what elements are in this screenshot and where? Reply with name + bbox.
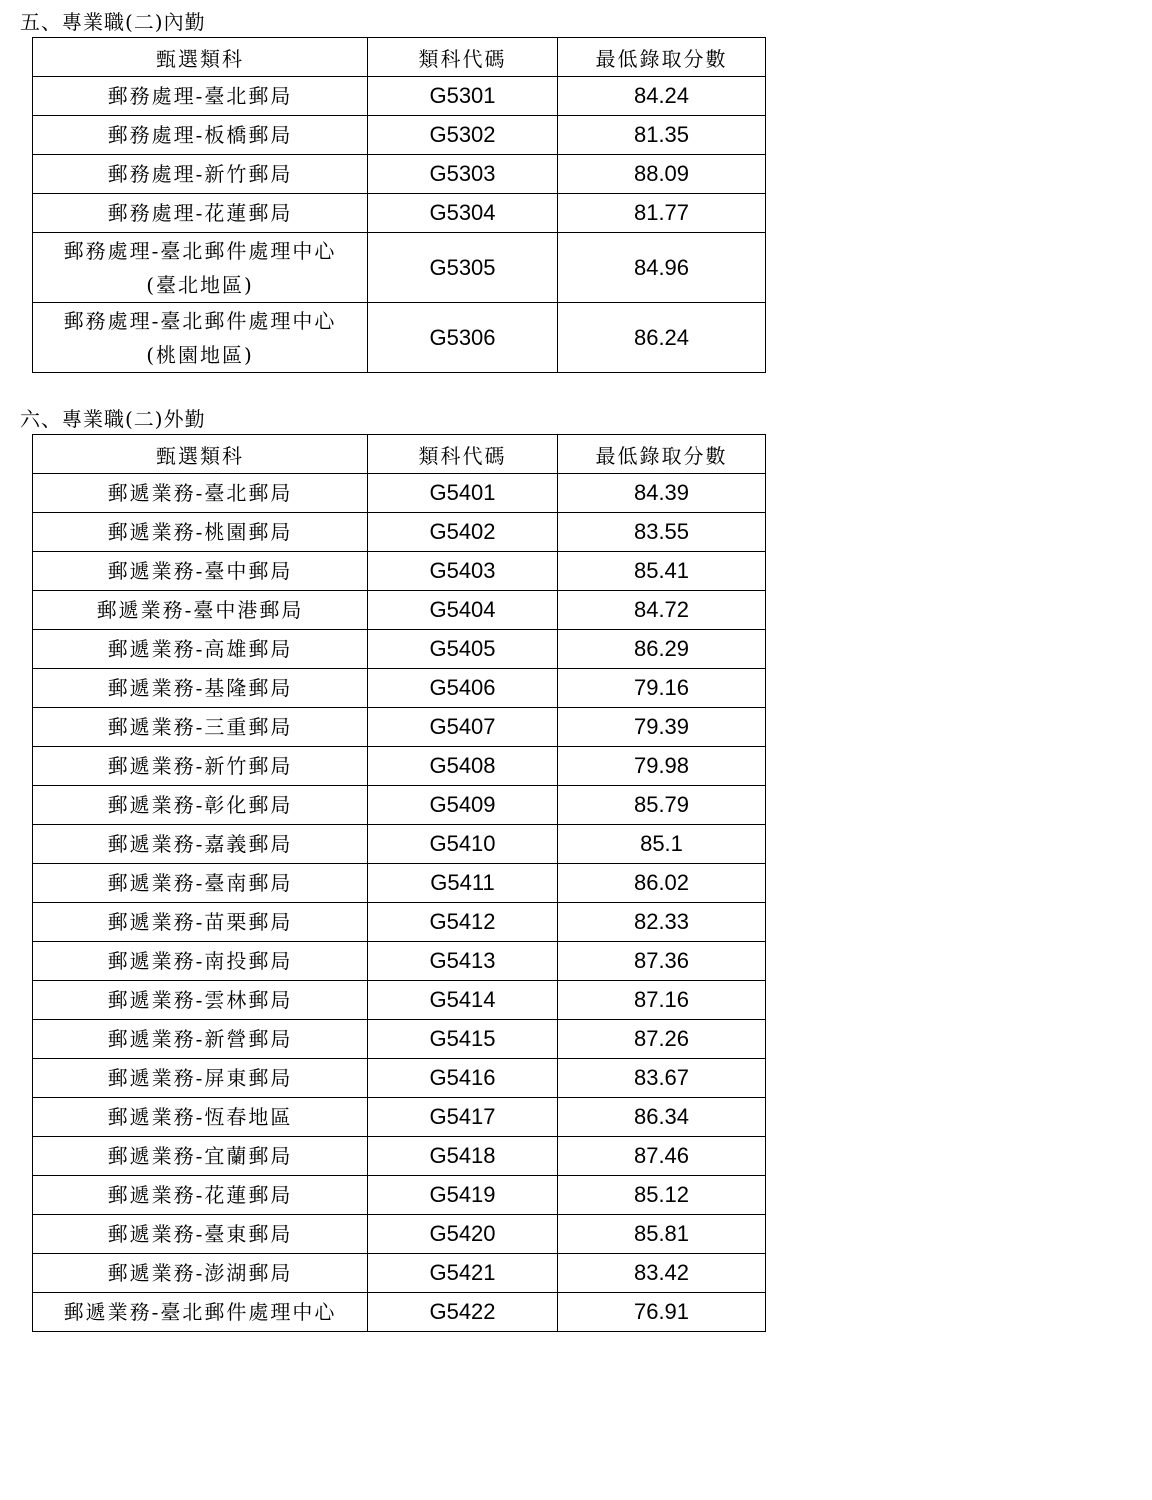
min-score: 82.33 — [558, 903, 766, 942]
category-cell — [33, 747, 368, 786]
min-score: 84.96 — [558, 233, 766, 303]
category-code: G5302 — [368, 116, 558, 155]
table-row — [33, 708, 766, 747]
table-row — [33, 1176, 766, 1215]
min-score: 87.16 — [558, 981, 766, 1020]
table-row — [33, 233, 766, 303]
category-name: 郵遞業務-彰化郵局 — [107, 793, 293, 817]
category-cell — [33, 233, 368, 303]
min-score: 88.09 — [558, 155, 766, 194]
category-cell — [33, 903, 368, 942]
score-table-inside — [32, 37, 766, 373]
min-score: 86.24 — [558, 303, 766, 373]
category-name: 郵遞業務-高雄郵局 — [107, 637, 293, 661]
min-score: 81.35 — [558, 116, 766, 155]
category-name: 郵務處理-臺北郵局 — [107, 84, 293, 108]
min-score: 87.26 — [558, 1020, 766, 1059]
category-cell — [33, 194, 368, 233]
category-code: G5301 — [368, 77, 558, 116]
category-cell — [33, 1059, 368, 1098]
category-cell — [33, 630, 368, 669]
header-category: 甄選類科 — [33, 38, 368, 77]
category-cell — [33, 116, 368, 155]
min-score: 86.02 — [558, 864, 766, 903]
category-code: G5406 — [368, 669, 558, 708]
min-score: 83.55 — [558, 513, 766, 552]
table-row — [33, 630, 766, 669]
category-name: 郵遞業務-嘉義郵局 — [107, 832, 293, 856]
min-score: 87.46 — [558, 1137, 766, 1176]
table-row — [33, 903, 766, 942]
category-code: G5402 — [368, 513, 558, 552]
category-code: G5305 — [368, 233, 558, 303]
table-body — [33, 474, 766, 1332]
category-code: G5401 — [368, 474, 558, 513]
min-score: 81.77 — [558, 194, 766, 233]
category-code: G5411 — [368, 864, 558, 903]
category-cell — [33, 77, 368, 116]
min-score: 86.34 — [558, 1098, 766, 1137]
table-row — [33, 942, 766, 981]
category-name: 郵務處理-新竹郵局 — [107, 162, 293, 186]
table-body — [33, 77, 766, 373]
table-row — [33, 747, 766, 786]
table-row — [33, 669, 766, 708]
min-score: 79.16 — [558, 669, 766, 708]
min-score: 85.1 — [558, 825, 766, 864]
category-code: G5418 — [368, 1137, 558, 1176]
header-min-score: 最低錄取分數 — [558, 435, 766, 474]
table-row — [33, 474, 766, 513]
category-cell — [33, 1293, 368, 1332]
category-name: 郵遞業務-恆春地區 — [107, 1105, 293, 1129]
score-table-outside — [32, 434, 766, 1332]
category-cell — [33, 981, 368, 1020]
min-score: 85.79 — [558, 786, 766, 825]
category-name: 郵遞業務-臺東郵局 — [107, 1222, 293, 1246]
category-code: G5413 — [368, 942, 558, 981]
header-category: 甄選類科 — [33, 435, 368, 474]
category-cell — [33, 513, 368, 552]
header-min-score: 最低錄取分數 — [558, 38, 766, 77]
category-code: G5416 — [368, 1059, 558, 1098]
table-row — [33, 155, 766, 194]
min-score: 84.24 — [558, 77, 766, 116]
category-cell — [33, 303, 368, 373]
category-code: G5403 — [368, 552, 558, 591]
category-code: G5414 — [368, 981, 558, 1020]
category-code: G5417 — [368, 1098, 558, 1137]
category-code: G5421 — [368, 1254, 558, 1293]
category-cell — [33, 825, 368, 864]
category-code: G5306 — [368, 303, 558, 373]
category-cell — [33, 942, 368, 981]
min-score: 87.36 — [558, 942, 766, 981]
category-cell — [33, 1215, 368, 1254]
table-row — [33, 303, 766, 373]
category-name: 郵務處理-臺北郵件處理中心 — [63, 308, 337, 333]
category-name: 郵遞業務-花蓮郵局 — [107, 1183, 293, 1207]
category-name: 郵遞業務-雲林郵局 — [107, 988, 293, 1012]
category-name: 郵遞業務-桃園郵局 — [107, 520, 293, 544]
min-score: 79.98 — [558, 747, 766, 786]
min-score: 84.72 — [558, 591, 766, 630]
table-row — [33, 116, 766, 155]
category-code: G5304 — [368, 194, 558, 233]
category-name: 郵遞業務-屏東郵局 — [107, 1066, 293, 1090]
section-title-outside: 六、專業職(二)外勤 — [20, 407, 206, 431]
header-row — [33, 435, 766, 474]
header-code: 類科代碼 — [368, 435, 558, 474]
min-score: 85.41 — [558, 552, 766, 591]
table-row — [33, 981, 766, 1020]
table-row — [33, 786, 766, 825]
table-row — [33, 1254, 766, 1293]
table-row — [33, 1059, 766, 1098]
category-name: 郵務處理-臺北郵件處理中心 — [63, 238, 337, 263]
category-name: 郵遞業務-新營郵局 — [107, 1027, 293, 1051]
category-cell — [33, 1020, 368, 1059]
min-score: 85.81 — [558, 1215, 766, 1254]
category-name: 郵遞業務-苗栗郵局 — [107, 910, 293, 934]
category-code: G5420 — [368, 1215, 558, 1254]
table-row — [33, 513, 766, 552]
category-name: 郵遞業務-臺北郵局 — [107, 481, 293, 505]
category-code: G5412 — [368, 903, 558, 942]
category-code: G5405 — [368, 630, 558, 669]
min-score: 85.12 — [558, 1176, 766, 1215]
category-cell — [33, 155, 368, 194]
table-row — [33, 864, 766, 903]
category-code: G5422 — [368, 1293, 558, 1332]
category-name: 郵遞業務-澎湖郵局 — [107, 1261, 293, 1285]
table-row — [33, 825, 766, 864]
table-row — [33, 1020, 766, 1059]
min-score: 84.39 — [558, 474, 766, 513]
category-cell — [33, 1137, 368, 1176]
category-name: 郵遞業務-基隆郵局 — [107, 676, 293, 700]
min-score: 86.29 — [558, 630, 766, 669]
category-name: 郵遞業務-南投郵局 — [107, 949, 293, 973]
category-code: G5419 — [368, 1176, 558, 1215]
category-name: 郵遞業務-新竹郵局 — [107, 754, 293, 778]
category-name: 郵遞業務-臺北郵件處理中心 — [63, 1300, 337, 1324]
table-row — [33, 1215, 766, 1254]
category-name: 郵遞業務-臺中港郵局 — [96, 598, 304, 622]
min-score: 83.42 — [558, 1254, 766, 1293]
table-row — [33, 1098, 766, 1137]
category-cell — [33, 708, 368, 747]
category-cell — [33, 1098, 368, 1137]
min-score: 76.91 — [558, 1293, 766, 1332]
category-cell — [33, 786, 368, 825]
table-row — [33, 1293, 766, 1332]
category-code: G5409 — [368, 786, 558, 825]
category-name: 郵遞業務-宜蘭郵局 — [107, 1144, 293, 1168]
category-area: (桃園地區) — [146, 342, 254, 367]
category-cell — [33, 864, 368, 903]
category-area: (臺北地區) — [146, 272, 254, 297]
min-score: 79.39 — [558, 708, 766, 747]
category-code: G5415 — [368, 1020, 558, 1059]
min-score: 83.67 — [558, 1059, 766, 1098]
section-title-inside: 五、專業職(二)內勤 — [20, 10, 206, 34]
category-code: G5407 — [368, 708, 558, 747]
category-code: G5303 — [368, 155, 558, 194]
category-code: G5410 — [368, 825, 558, 864]
category-code: G5404 — [368, 591, 558, 630]
category-name: 郵遞業務-臺南郵局 — [107, 871, 293, 895]
table-row — [33, 194, 766, 233]
category-cell — [33, 1254, 368, 1293]
category-cell — [33, 591, 368, 630]
category-name: 郵務處理-板橋郵局 — [107, 123, 293, 147]
category-cell — [33, 669, 368, 708]
table-row — [33, 77, 766, 116]
table-row — [33, 552, 766, 591]
category-name: 郵遞業務-臺中郵局 — [107, 559, 293, 583]
header-row — [33, 38, 766, 77]
table-row — [33, 1137, 766, 1176]
category-name: 郵遞業務-三重郵局 — [107, 715, 293, 739]
category-cell — [33, 474, 368, 513]
table-row — [33, 591, 766, 630]
category-code: G5408 — [368, 747, 558, 786]
category-cell — [33, 552, 368, 591]
category-name: 郵務處理-花蓮郵局 — [107, 201, 293, 225]
category-cell — [33, 1176, 368, 1215]
header-code: 類科代碼 — [368, 38, 558, 77]
